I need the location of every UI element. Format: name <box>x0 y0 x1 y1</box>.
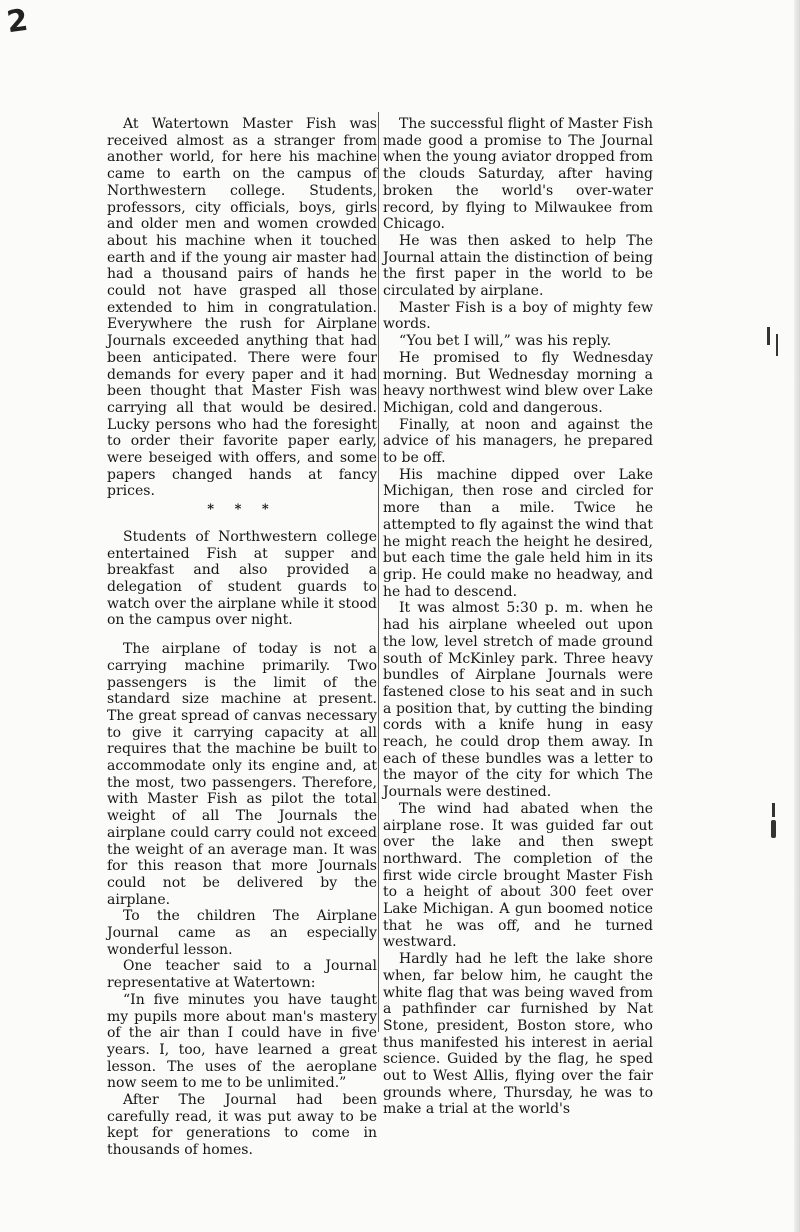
paragraph: One teacher said to a Journal representative at Watertown: <box>107 958 377 992</box>
ink-mark <box>771 820 776 838</box>
ink-mark <box>772 803 775 817</box>
paragraph: “You bet I will,” was his reply. <box>399 333 612 350</box>
paragraph: After The Journal had been carefully read, it was put away to be kept for generations to come in thousands of homes. <box>107 1092 377 1159</box>
section-separator: * * * <box>207 502 277 518</box>
paragraph: To the children The Airplane Journal came as an especially wonderful lesson. <box>107 908 377 958</box>
paragraph: Hardly had he left the lake shore when, far below him, he caught the white flag that was being waved from a pathfinder car furnished by Nat Stone, president, Boston store, who thus manifested his interest in aerial science. Guided by the flag, he sped out to West Allis, flying over the fair grounds where, Thursday, he was to make a trial at the world's <box>383 951 653 1118</box>
paragraph: He was then asked to help The Journal attain the distinction of being the first paper in the world to be circulated by airplane. <box>383 232 653 300</box>
article-column-left <box>107 116 377 1159</box>
paragraph: He promised to fly Wednesday morning. But Wednesday morning a heavy northwest wind blew over Lake Michigan, cold and dangerous. <box>383 349 653 416</box>
column-divider <box>378 112 379 1032</box>
ink-mark <box>767 327 770 345</box>
article-column-right <box>383 116 653 1118</box>
paragraph: “In five minutes you have taught my pupils more about man's mastery of the air than I could have in five years. I, too, have learned a great lesson. The uses of the aeroplane now seem to me to be unlimited.” <box>107 991 377 1092</box>
paragraph: It was almost 5:30 p. m. when he had his airplane wheeled out upon the low, level stretch of made ground south of McKinley park. Three heavy bundles of Airplane Journals were fastened close to his seat and in such a position that, by cutting the binding cords with a knife hung in easy reach, he could drop them away. In each of these bundles was a letter to the mayor of the city for which The Journals were destined. <box>383 600 653 801</box>
paragraph: The successful flight of Master Fish made good a promise to The Journal when the young aviator dropped from the clouds Saturday, after having broken the world's over-water record, by flying to Milwaukee from Chicago. <box>383 116 653 233</box>
paragraph: The wind had abated when the airplane rose. It was guided far out over the lake and then swept northward. The completion of the first wide circle brought Master Fish to a height of about 300 feet over Lake Michigan. A gun boomed notice that he was off, and he turned westward. <box>383 800 653 951</box>
ink-mark <box>776 334 778 356</box>
page-number: 2 <box>4 2 31 41</box>
paragraph: Finally, at noon and against the advice of his managers, he prepared to be off. <box>383 416 653 467</box>
paragraph: Students of Northwestern college entertained Fish at supper and breakfast and also provided a delegation of student guards to watch over the airplane while it stood on the campus over night. <box>107 528 377 629</box>
paragraph: Master Fish is a boy of mighty few words. <box>383 299 653 333</box>
paragraph: The airplane of today is not a carrying machine primarily. Two passengers is the limit of the standard size machine at present. The great spread of canvas necessary to give it carrying capacity at all requires that the machine be built to accommodate only its engine and, at the most, two passengers. Therefore, with Master Fish as pilot the total weight of all The Journals the airplane could carry could not exceed the weight of an average man. It was for this reason that more Journals could not be delivered by the airplane. <box>107 641 377 908</box>
paragraph: At Watertown Master Fish was received almost as a stranger from another world, for here his machine came to earth on the campus of Northwestern college. Students, professors, city officials, boys, girls and older men and women crowded about his machine when it touched earth and if the young air master had had a thousand pairs of hands he could not have grasped all those extended to him in congratulation. Everywhere the rush for Airplane Journals exceeded anything that had been anticipated. There were four demands for every paper and it had been thought that Master Fish was carrying all that would be desired. Lucky persons who had the foresight to order their favorite paper early, were beseiged with offers, and some papers changed hands at fancy prices. <box>107 116 377 500</box>
page-edge <box>794 0 800 1232</box>
paragraph: His machine dipped over Lake Michigan, then rose and circled for more than a mile. Twice he attempted to fly against the wind that he might reach the height he desired, but each time the gale held him in its grip. He could make no headway, and he had to descend. <box>383 466 653 600</box>
